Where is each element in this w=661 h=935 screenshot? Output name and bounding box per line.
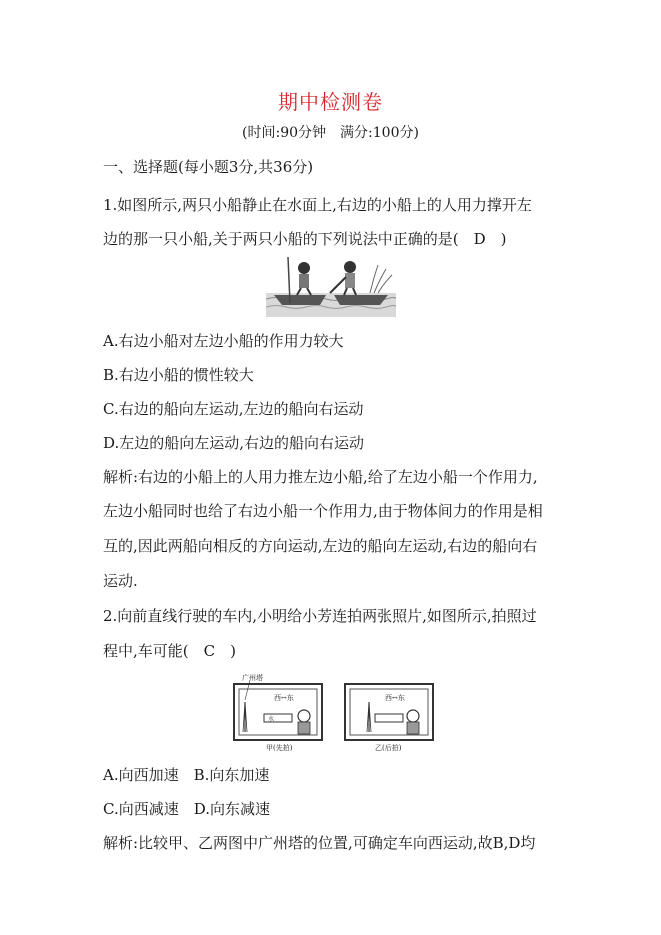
q2-analysis-line1: 解析:比较甲、乙两图中广州塔的位置,可确定车向西运动,故B,D均 <box>103 834 536 852</box>
q1-option-d: D.左边的船向左运动,右边的船向右运动 <box>103 434 365 452</box>
q2-direction-label-a: 西↔东 <box>274 694 294 702</box>
q1-analysis-line2: 左边小船同时也给了右边小船一个作用力,由于物体间力的作用是相 <box>103 502 543 520</box>
q1-boats-figure <box>266 255 396 317</box>
q2-photo-b-figure <box>339 672 439 752</box>
q1-analysis-line1: 解析:右边的小船上的人用力推左边小船,给了左边小船一个作用力, <box>103 468 538 486</box>
q2-caption-a: 甲(先拍) <box>266 744 293 752</box>
q1-option-a: A.右边小船对左边小船的作用力较大 <box>103 332 344 350</box>
page-title: 期中检测卷 <box>278 90 383 114</box>
q2-photo-a-figure <box>228 672 328 752</box>
q1-analysis-line4: 运动. <box>103 572 138 590</box>
q2-options-row1: A.向西加速 B.向东加速 <box>103 766 270 784</box>
q2-direction-label-b: 西↔东 <box>385 694 405 702</box>
q2-options-row2: C.向西减速 D.向东减速 <box>103 800 270 818</box>
q1-analysis-line3: 互的,因此两船向相反的方向运动,左边的船向左运动,右边的船向右 <box>103 537 538 555</box>
exam-time-score: (时间:90分钟 满分:100分) <box>242 125 419 141</box>
section-heading: 一、选择题(每小题3分,共36分) <box>103 158 314 176</box>
q1-option-b: B.右边小船的惯性较大 <box>103 366 254 384</box>
q2-water-label-a: 水 <box>268 716 275 723</box>
q1-stem-line1: 1.如图所示,两只小船静止在水面上,右边的小船上的人用力撑开左 <box>103 196 532 214</box>
q1-option-c: C.右边的船向左运动,左边的船向右运动 <box>103 400 364 418</box>
q2-caption-b: 乙(后拍) <box>375 744 402 752</box>
q2-stem-line1: 2.向前直线行驶的车内,小明给小芳连拍两张照片,如图所示,拍照过 <box>103 607 537 625</box>
q2-tower-label-a: 广州塔 <box>242 674 263 682</box>
q2-stem-line2: 程中,车可能( C ) <box>103 642 236 660</box>
q1-stem-line2: 边的那一只小船,关于两只小船的下列说法中正确的是( D ) <box>103 230 507 248</box>
